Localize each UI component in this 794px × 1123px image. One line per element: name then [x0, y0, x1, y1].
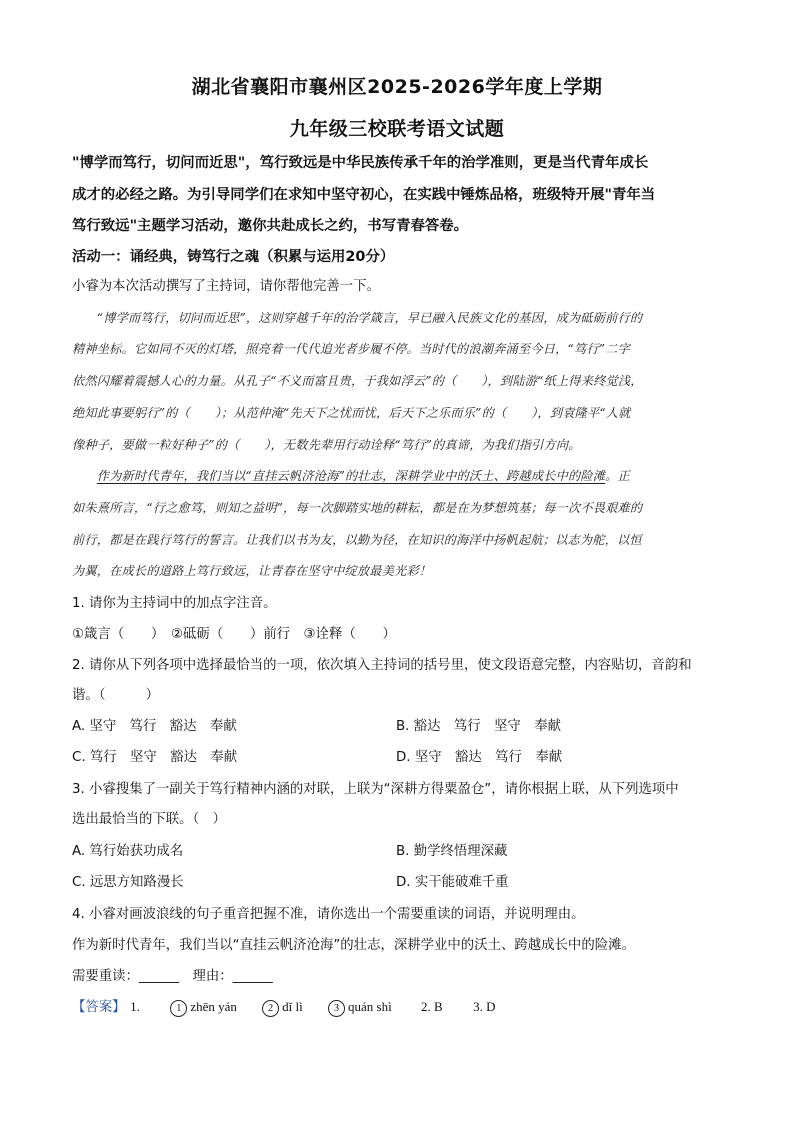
question-3-stem[interactable]: 选出最恰当的下联。（ ） [72, 812, 226, 827]
answer-a3: quán shì [348, 999, 392, 1014]
question-3-option-b[interactable]: B. 勤学终悟理深藏 [396, 844, 508, 859]
script-line: 绝知此事要躬行”的（ ）；从范仲淹“先天下之忧而忧，后天下之乐而乐”的（ ），到袁隆平“人就 [72, 406, 631, 420]
question-3-option-a[interactable]: A. 笃行始获功成名 [72, 844, 184, 859]
answer-index-circle: 1 [170, 1000, 187, 1017]
wavy-underlined-sentence: 作为新时代青年，我们当以“直挂云帆济沧海”的壮志，深耕学业中的沃土、跨越成长中的险滩 [96, 469, 606, 483]
question-4-sentence: 作为新时代青年，我们当以“直挂云帆济沧海”的壮志，深耕学业中的沃土、跨越成长中的险滩。 [72, 938, 635, 953]
question-4-stem: 4. 小睿对画波浪线的句子重音把握不准，请你选出一个需要重读的词语，并说明理由。 [72, 907, 585, 922]
answer-q3: 3. D [473, 999, 496, 1014]
question-2-option-b[interactable]: B. 豁达 笃行 坚守 奉献 [396, 719, 561, 734]
intro-line-2: 成才的必经之路。为引导同学们在求知中坚守初心，在实践中锤炼品格，班级特开展"青年当 [72, 187, 656, 203]
script-wavy-line: 作为新时代青年，我们当以“直挂云帆济沧海”的壮志，深耕学业中的沃土、跨越成长中的险滩。正 [96, 469, 630, 483]
question-2-option-d[interactable]: D. 坚守 豁达 笃行 奉献 [396, 750, 563, 765]
script-line: 精神坐标。它如同不灭的灯塔，照亮着一代代追光者步履不停。当时代的浪潮奔涌至今日，“笃行”二字 [72, 342, 630, 356]
answer-q1-label: 1. [130, 999, 140, 1014]
exam-title-line2: 九年级三校联考语文试题 [289, 118, 505, 140]
script-line: 像种子，要做一粒好种子”的（ ），无数先辈用行动诠释“笃行”的真谛，为我们指引方向。 [72, 438, 581, 452]
question-3-stem: 3. 小睿搜集了一副关于笃行精神内涵的对联，上联为“深耕方得粟盈仓”，请你根据上联，从下列选项中 [72, 782, 679, 797]
answer-q2: 2. B [420, 999, 443, 1014]
question-1-blanks[interactable]: ①箴言（ ） ②砥砺（ ）前行 ③诠释（ ） [72, 627, 396, 642]
task-intro: 小睿为本次活动撰写了主持词，请你帮他完善一下。 [72, 279, 380, 294]
script-line: 如朱熹所言，“行之愈笃，则知之益明”，每一次脚踏实地的耕耘，都是在为梦想筑基；每一次不畏艰难的 [72, 501, 643, 515]
script-line: “博学而笃行，切问而近思”，这则穿越千年的治学箴言，早已融入民族文化的基因，成为砥砺前行的 [72, 311, 643, 325]
answer-a2: dǐ lì [282, 999, 303, 1014]
question-3-option-c[interactable]: C. 远思方知路漫长 [72, 875, 184, 890]
question-2-option-a[interactable]: A. 坚守 笃行 豁达 奉献 [72, 719, 237, 734]
question-2-stem[interactable]: 谐。（ ） [72, 688, 160, 703]
answer-line [72, 996, 732, 1017]
question-2-option-c[interactable]: C. 笃行 坚守 豁达 奉献 [72, 750, 238, 765]
script-line: 依然闪耀着震撼人心的力量。从孔子“不义而富且贵，于我如浮云”的（ ），到陆游“纸上得来终觉浅， [72, 374, 643, 388]
question-3-option-d[interactable]: D. 实干能破难千重 [396, 875, 509, 890]
activity-heading: 活动一：诵经典，铸笃行之魂（积累与运用20分） [72, 249, 395, 265]
intro-line-1: "博学而笃行，切问而近思"，笃行致远是中华民族传承千年的治学准则，更是当代青年成长 [72, 155, 649, 171]
answer-index-circle: 3 [328, 1000, 345, 1017]
intro-line-3: 笃行致远"主题学习活动，邀你共赴成长之约，书写青春答卷。 [72, 218, 469, 234]
question-2-stem: 2. 请你从下列各项中选择最恰当的一项，依次填入主持词的括号里，使文段语意完整，内容贴切，音韵和 [72, 658, 692, 673]
answer-tag: 【答案】 [72, 1000, 126, 1015]
question-4-fill[interactable]: 需要重读：______ 理由：______ [72, 969, 273, 984]
script-line: 前行，都是在践行笃行的誓言。让我们以书为友，以勤为径，在知识的海洋中扬帆起航；以志为舵，以恒 [72, 533, 642, 547]
question-1-stem: 1. 请你为主持词中的加点字注音。 [72, 596, 277, 611]
exam-title-line1: 湖北省襄阳市襄州区2025-2026学年度上学期 [191, 76, 603, 98]
script-line: 为翼，在成长的道路上笃行致远，让青春在坚守中绽放最美光彩！ [72, 564, 432, 578]
answer-index-circle: 2 [262, 1000, 279, 1017]
answer-a1: zhēn yán [190, 999, 237, 1014]
